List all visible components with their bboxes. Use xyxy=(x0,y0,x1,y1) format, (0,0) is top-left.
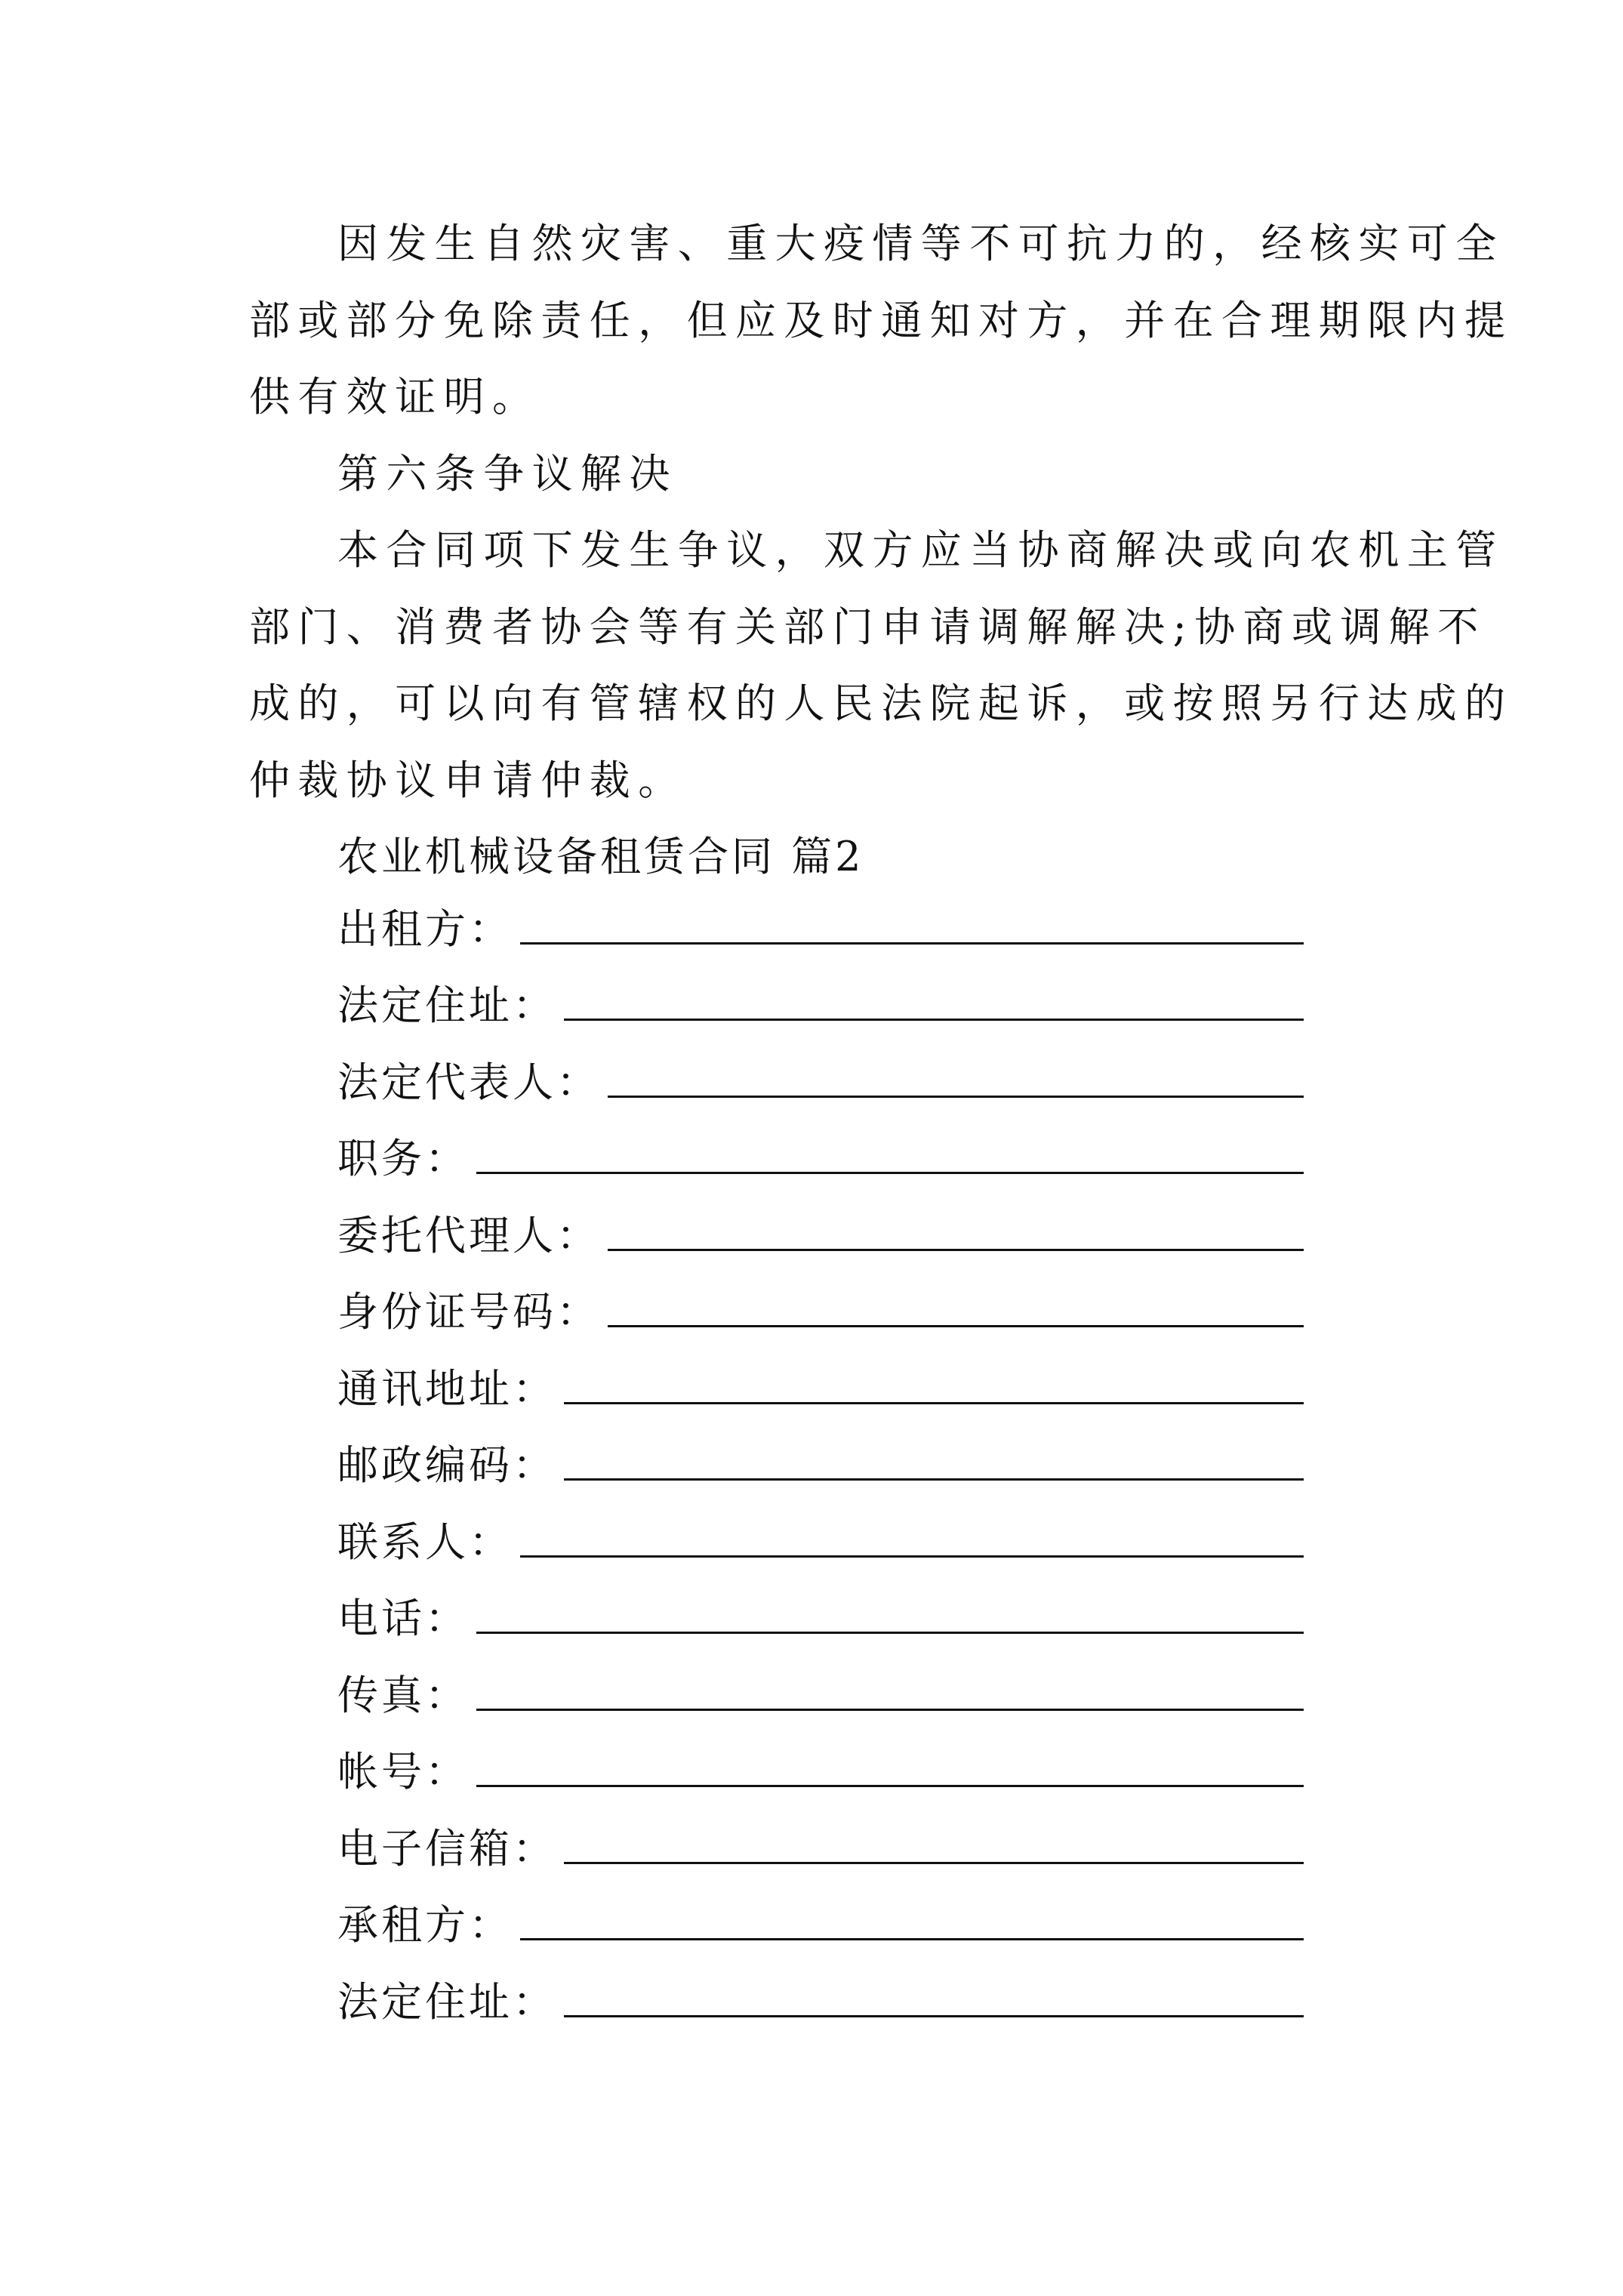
blank-line xyxy=(564,1011,1304,1021)
legal-address-field xyxy=(337,978,1304,1031)
lessor-field xyxy=(337,902,1304,955)
account-field xyxy=(337,1745,1304,1798)
contract-2-title: 农业机械设备租赁合同 篇2 xyxy=(337,833,864,880)
paragraph-force-majeure-line-3: 供有效证明。 xyxy=(249,373,541,421)
blank-line xyxy=(476,1777,1304,1787)
field-label: 身份证号码： xyxy=(337,1288,600,1336)
field-label: 帐号： xyxy=(337,1748,469,1795)
field-label: 出租方： xyxy=(337,905,513,953)
field-label: 通讯地址： xyxy=(337,1365,556,1413)
blank-line xyxy=(520,1931,1304,1940)
blank-line xyxy=(564,2008,1304,2017)
telephone-field xyxy=(337,1592,1304,1644)
field-label: 法定住址： xyxy=(337,1978,556,2026)
field-label: 电子信箱： xyxy=(337,1825,556,1872)
blank-line xyxy=(520,935,1304,945)
paragraph-dispute-line-4: 仲裁协议申请仲裁。 xyxy=(249,757,687,804)
lessee-legal-address-field xyxy=(337,1975,1304,2028)
postal-code-field xyxy=(337,1438,1304,1491)
blank-line xyxy=(564,1471,1304,1481)
blank-line xyxy=(608,1318,1304,1327)
paragraph-dispute-line-2: 部门、消费者协会等有关部门申请调解解决;协商或调解不 xyxy=(249,603,1486,651)
field-label: 职务： xyxy=(337,1135,469,1182)
field-label: 电话： xyxy=(337,1595,469,1642)
blank-line xyxy=(476,1701,1304,1711)
paragraph-dispute-line-3: 成的，可以向有管辖权的人民法院起诉，或按照另行达成的 xyxy=(249,680,1514,727)
blank-line xyxy=(608,1241,1304,1251)
position-field xyxy=(337,1132,1304,1185)
field-label: 承租方： xyxy=(337,1901,513,1949)
contact-person-field xyxy=(337,1515,1304,1568)
mailing-address-field xyxy=(337,1362,1304,1415)
field-label: 邮政编码： xyxy=(337,1441,556,1489)
legal-representative-field xyxy=(337,1056,1304,1108)
blank-line xyxy=(564,1395,1304,1404)
blank-line xyxy=(564,1854,1304,1864)
email-field xyxy=(337,1822,1304,1875)
blank-line xyxy=(476,1164,1304,1174)
blank-line xyxy=(520,1548,1304,1558)
blank-line xyxy=(476,1624,1304,1634)
paragraph-dispute-line-1: 本合同项下发生争议，双方应当协商解决或向农机主管 xyxy=(337,526,1504,574)
article-6-title: 第六条争议解决 xyxy=(337,450,678,498)
blank-line xyxy=(608,1088,1304,1098)
fax-field xyxy=(337,1669,1304,1721)
paragraph-force-majeure-line-1: 因发生自然灾害、重大疫情等不可抗力的，经核实可全 xyxy=(337,220,1504,267)
lessee-field xyxy=(337,1898,1304,1951)
paragraph-force-majeure-line-2: 部或部分免除责任，但应及时通知对方，并在合理期限内提 xyxy=(249,297,1514,344)
id-number-field xyxy=(337,1285,1304,1338)
field-label: 联系人： xyxy=(337,1518,513,1566)
field-label: 传真： xyxy=(337,1672,469,1719)
agent-field xyxy=(337,1209,1304,1262)
field-label: 法定代表人： xyxy=(337,1059,600,1106)
field-label: 委托代理人： xyxy=(337,1212,600,1259)
field-label: 法定住址： xyxy=(337,982,556,1029)
